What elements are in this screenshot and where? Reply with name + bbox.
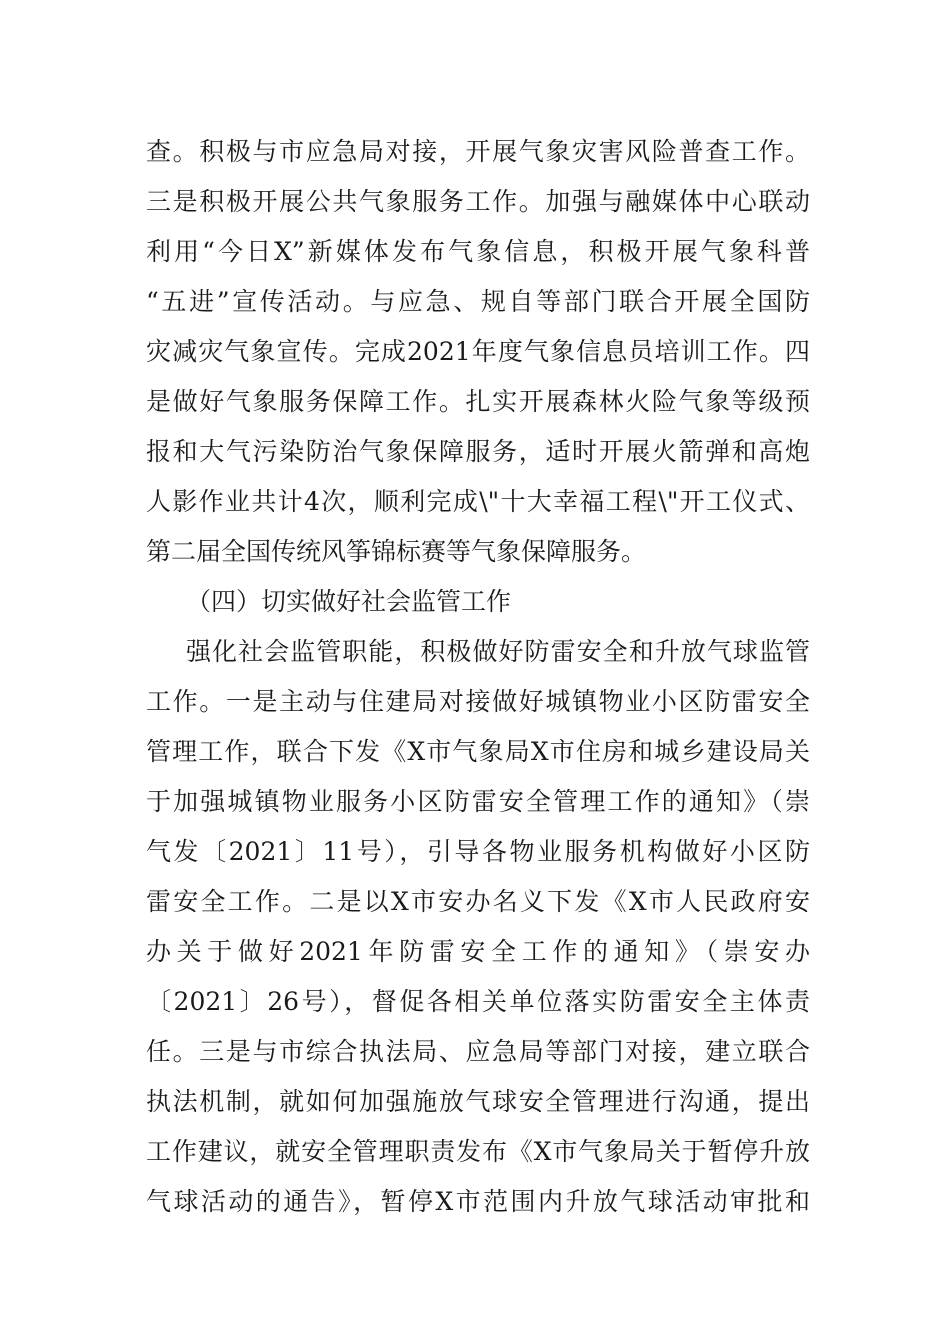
text-line: 任。三是与市综合执法局、应急局等部门对接，建立联合 [146, 1037, 810, 1066]
text-line: 工作。一是主动与住建局对接做好城镇物业小区防雷安全 [146, 687, 810, 716]
text-line: 强化社会监管职能，积极做好防雷安全和升放气球监管 [186, 637, 810, 666]
text-line: 雷安全工作。二是以X市安办名义下发《X市人民政府安 [146, 887, 810, 916]
text-line: 是做好气象服务保障工作。扎实开展森林火险气象等级预 [146, 387, 810, 416]
text-line: 〔2021〕26号），督促各相关单位落实防雷安全主体责 [146, 987, 810, 1016]
text-line: 报和大气污染防治气象保障服务，适时开展火箭弹和高炮 [146, 437, 810, 466]
text-line: 第二届全国传统风筝锦标赛等气象保障服务。 [146, 537, 647, 566]
text-line: 于加强城镇物业服务小区防雷安全管理工作的通知》（崇 [146, 787, 810, 816]
section-heading: （四）切实做好社会监管工作 [186, 587, 512, 616]
text-line: 工作建议，就安全管理职责发布《X市气象局关于暂停升放 [146, 1137, 810, 1166]
text-line: 查。积极与市应急局对接，开展气象灾害风险普查工作。 [146, 137, 810, 166]
text-line: “五进”宣传活动。与应急、规自等部门联合开展全国防 [146, 287, 810, 316]
text-line: 利用“今日X”新媒体发布气象信息，积极开展气象科普 [146, 237, 810, 266]
text-line: 办关于做好2021年防雷安全工作的通知》（崇安办 [146, 937, 810, 966]
text-line: 人影作业共计4次，顺利完成\"十大幸福工程\"开工仪式、 [146, 487, 810, 516]
text-line: 执法机制，就如何加强施放气球安全管理进行沟通，提出 [146, 1087, 810, 1116]
text-line: 三是积极开展公共气象服务工作。加强与融媒体中心联动 [146, 187, 810, 216]
text-line: 气发〔2021〕11号），引导各物业服务机构做好小区防 [146, 837, 810, 866]
text-line: 灾减灾气象宣传。完成2021年度气象信息员培训工作。四 [146, 337, 810, 366]
text-line: 气球活动的通告》，暂停X市范围内升放气球活动审批和 [146, 1187, 810, 1216]
text-line: 管理工作，联合下发《X市气象局X市住房和城乡建设局关 [146, 737, 810, 766]
